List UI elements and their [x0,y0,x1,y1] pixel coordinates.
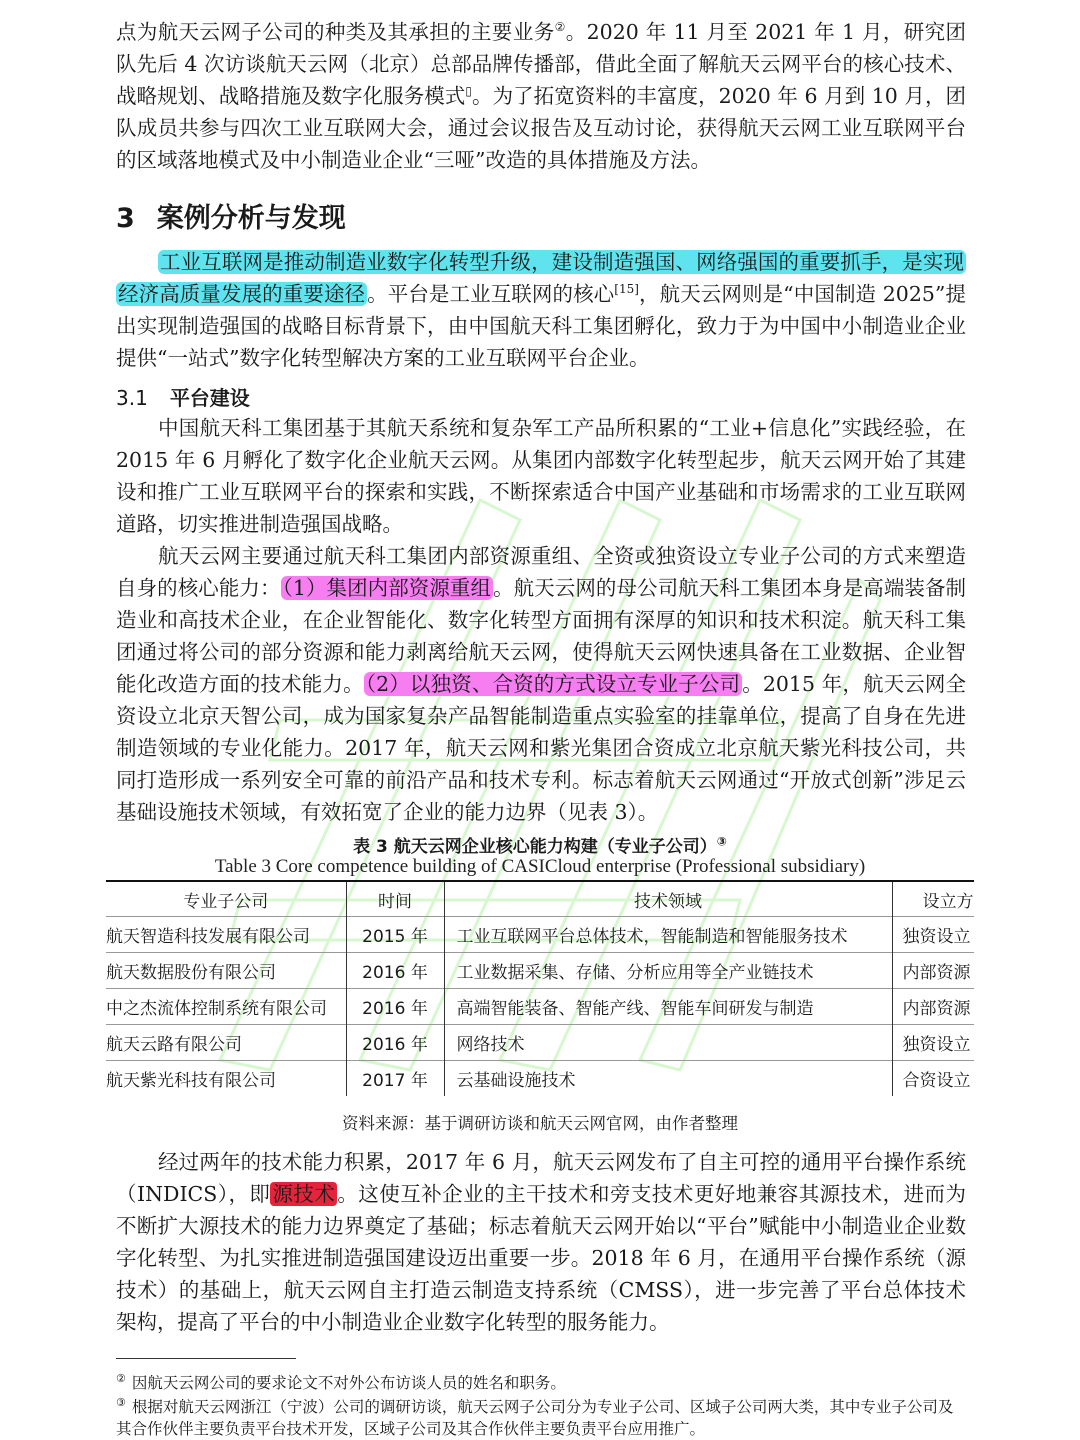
intro-text-2: 。2020 年 11 月至 2021 年 1 月，研究团队先后 4 次访谈航天云网（北京）总部品牌传播部，借此全面了解航天云网平台的核心技术、战略规划、战略措施及数字化服务模式 [116,20,966,108]
cyan-highlight[interactable]: 工业互联网是推动制造业数字化转型升级，建设制造强国、网络强国的重要抓手，是实现经济高质量发展的重要途径 [118,250,964,306]
intro-text-3: 。为了拓宽资料的丰富度，2020 年 6 月到 10 月，团队成员共参与四次工业互联网大会，通过会议报告及互动讨论，获得航天云网工业互联网平台的区域落地模式及中小制造业企业“三哑”改造的具体措施及方法。 [116,84,966,172]
table-cell: 2015 年 [346,917,444,953]
table-header-row [106,881,974,917]
table-row [106,1025,974,1061]
footnote-mark-2[interactable]: ② [554,20,566,35]
footnote-divider [116,1358,296,1359]
intro-paragraph [116,16,966,176]
table-cell: 独资设立 [892,1025,974,1061]
footnote-3 [116,1392,966,1440]
platform-paragraph-2 [116,540,966,828]
table-cell: 内部资源 [892,953,974,989]
table-row [106,953,974,989]
platform-text-c: 。 [343,672,364,696]
platform-text-d: 。2015 年，航天云网全资设立北京天智公司，成为国家复杂产品智能制造重点实验室的挂靠单位，提高了自身在先进制造领域的专业化能力。2017 年，航天云网和紫光集团合资成立北京航天紫光科技公司，共同打造形成一系列安全可靠的前沿产品和技术专利。标志着航天云网通过“开放式创新”涉足云基础设施技术领域，有效拓宽了企业的能力边界（见表 3）。 [116,672,967,824]
table-cell: 中之杰流体控制系统有限公司 [106,989,346,1025]
subsection-number: 3.1 [116,386,148,410]
table-row [106,917,974,953]
table-cell: 工业互联网平台总体技术，智能制造和智能服务技术 [444,917,892,953]
footnote-3-mark: ③ [116,1396,126,1409]
section-3-heading [116,196,346,235]
table-header-cell: 设立方 [892,881,974,917]
platform-paragraph-1: 中国航天科工集团基于其航天系统和复杂军工产品所积累的“工业+信息化”实践经验，在 2015 年 6 月孵化了数字化企业航天云网。从集团内部数字化转型起步，航天云网开始了其建设和推广工业互联网平台的探索和实践，不断探索适合中国产业基础和市场需求的工业互联网道路，切实推进制造强国战略。 [116,416,966,536]
red-highlight[interactable]: 源技术 [272,1182,336,1206]
table-header-cell: 时间 [346,881,444,917]
indics-text-b: 。这使互补企业的主干技术和旁支技术更好地兼容其源技术，进而为不断扩大源技术的能力边界奠定了基础；标志着航天云网开始以“平台”赋能中小制造业企业数字化转型、为扎实推进制造强国建设迈出重要一步。2018 年 6 月，在通用平台操作系统（源技术）的基础上，航天云网自主打造云制造支持系统（CMSS），进一步完善了平台总体技术架构，提高了平台的中小制造业企业数字化转型的服务能力。 [116,1182,966,1334]
table-row [106,989,974,1025]
footnote-2-mark: ② [116,1372,126,1385]
subsection-title: 平台建设 [169,386,250,410]
table-cell: 内部资源 [892,989,974,1025]
table-header-cell: 专业子公司 [183,891,269,912]
table-cell: 航天数据股份有限公司 [106,953,346,989]
footnote-3-text: 根据对航天云网浙江（宁波）公司的调研访谈，航天云网子公司分为专业子公司、区域子公司两大类，其中专业子公司及其合作伙伴主要负责平台技术开发，区域子公司及其合作伙伴主要负责平台应用推广。 [116,1398,954,1439]
section-title: 案例分析与发现 [156,203,346,234]
citation-15[interactable]: [15] [614,282,639,297]
table-cell: 云基础设施技术 [444,1061,892,1097]
table-caption-zh-text: 表 3 航天云网企业核心能力构建（专业子公司） [353,837,717,857]
indics-text-a: 经过两年的技术能力积累，2017 年 6 月，航天云网发布了自主可控的通用平台操作系统（INDICS），即 [116,1150,966,1206]
table-source-note: 资料来源：基于调研访谈和航天云网官网，由作者整理 [342,1114,738,1133]
footnote-2-text: 因航天云网公司的要求论文不对外公布访谈人员的姓名和职务。 [131,1374,566,1393]
table-cell: 航天智造科技发展有限公司 [106,917,346,953]
table-cell: 2017 年 [346,1061,444,1097]
section-3-text-b: ，航天云网则是“中国制造 2025”提出实现制造强国的战略目标背景下，由中国航天科工集团孵化，致力于为中国中小制造业企业提供“一站式”数字化转型解决方案的工业互联网平台企业。 [116,282,966,370]
subsection-3-1-heading [116,382,250,411]
platform-text-b: 。航天云网的母公司航天科工集团本身是高端装备制造业和高技术企业，在企业智能化、数字化转型方面拥有深厚的知识和技术积淀。航天科工集团通过将公司的部分资源和能力剥离给航天云网，使得航天云网快速具备在工业数据、企业智能化改造方面的技术能力 [116,576,967,696]
platform-text-a: 航天云网主要通过航天科工集团内部资源重组、全资或独资设立专业子公司的方式来塑造自身的核心能力： [116,544,966,600]
table-cell: 合资设立 [892,1061,974,1097]
table-cell: 2016 年 [346,953,444,989]
table-cell: 网络技术 [444,1025,892,1061]
table-row [106,1061,974,1097]
table-cell: 2016 年 [346,1025,444,1061]
intro-text-1: 点为航天云网子公司的种类及其承担的主要业务 [116,20,555,44]
indics-paragraph [116,1146,966,1338]
table-cell: 工业数据采集、存储、分析应用等全产业链技术 [444,953,892,989]
pink-highlight-2[interactable]: （2）以独资、合资的方式设立专业子公司 [365,672,741,696]
table-caption-en: Table 3 Core competence building of CASICloud enterprise (Professional subsidiary) [214,856,866,877]
pink-highlight-1[interactable]: （1）集团内部资源重组 [282,576,492,600]
section-3-paragraph [116,246,966,374]
table-cell: 独资设立 [892,917,974,953]
table-header-cell: 技术领域 [444,881,892,917]
footnote-2 [116,1368,966,1394]
table-cell: 航天云路有限公司 [106,1025,346,1061]
section-3-text-a: 。平台是工业互联网的核心 [367,282,615,306]
section-number: 3 [116,203,135,234]
footnote-mark-3[interactable]: ③ [716,834,727,849]
footnote-box: ▯ [465,84,472,99]
table-cell: 高端智能装备、智能产线、智能车间研发与制造 [444,989,892,1025]
competence-table [106,880,974,1096]
table-cell: 2016 年 [346,989,444,1025]
table-caption-zh [0,832,1080,857]
table-cell: 航天紫光科技有限公司 [106,1061,346,1097]
